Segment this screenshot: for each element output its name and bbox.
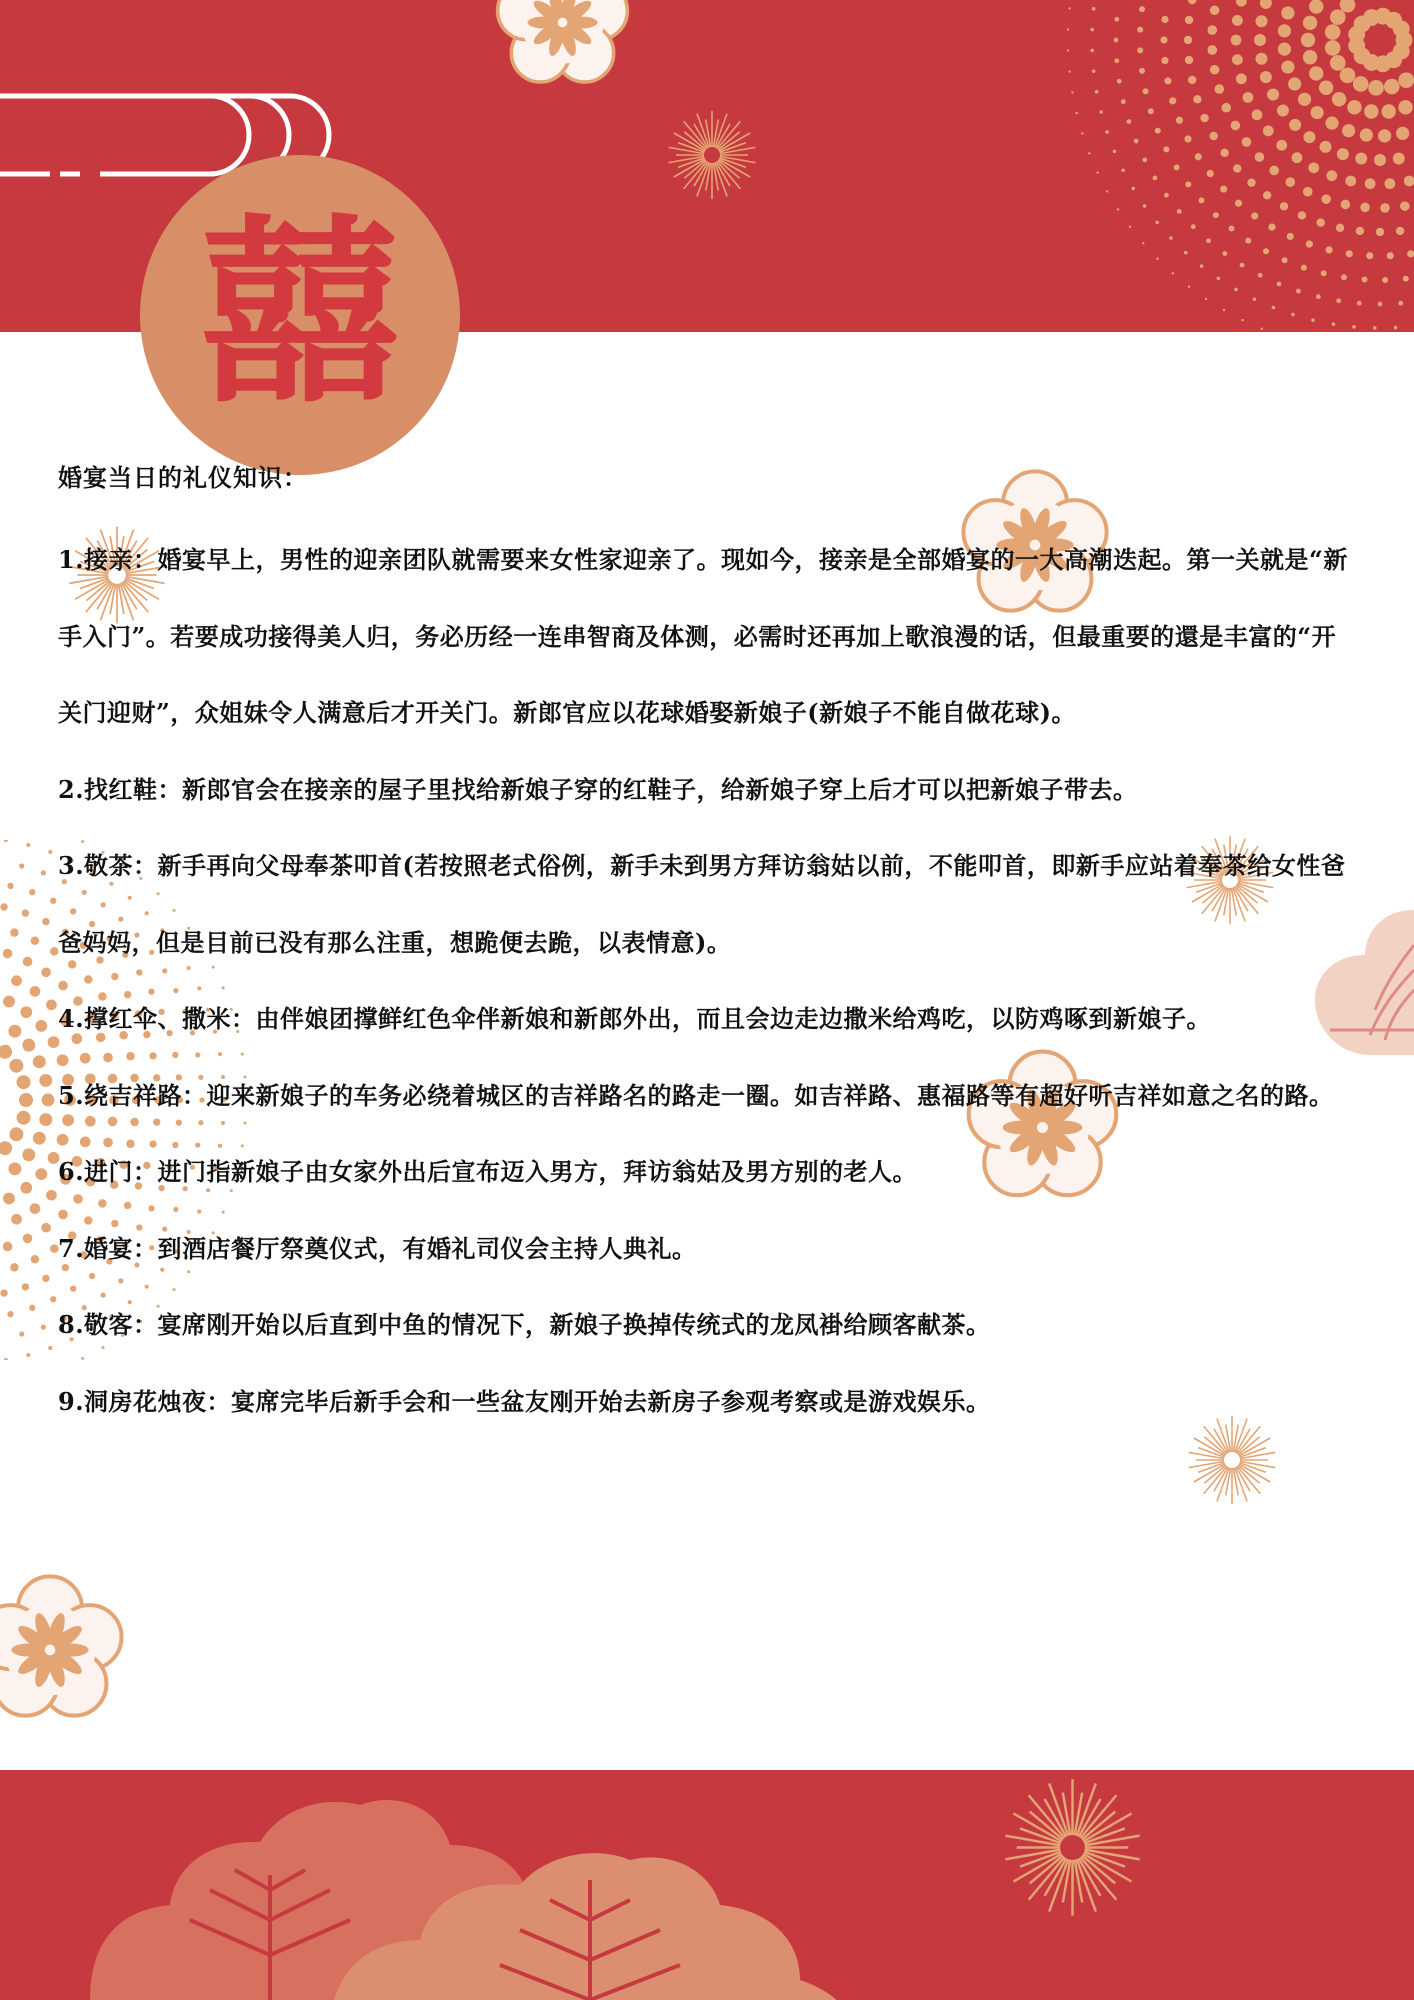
plum-blossom-icon [0, 1570, 130, 1730]
list-item: 5.绕吉祥路：迎来新娘子的车务必绕着城区的吉祥路名的路走一圈。如吉祥路、惠福路等有超好听吉祥如意之名的路。 [58, 1080, 1334, 1110]
list-item: 1.接亲：婚宴早上，男性的迎亲团队就需要来女性家迎亲了。现如今，接亲是全部婚宴的一大高潮迭起。第一关就是“新手入门”。若要成功接得美人归，务必历经一连串智商及体测，必需时还再加上歌浪漫的话，但最重要的還是丰富的“开关门迎财”，众姐妹令人满意后才开关门。新郎官应以花球婚娶新娘子(新娘子不能自做花球)。 [58, 545, 1348, 727]
list-item: 9.洞房花烛夜：宴席完毕后新手会和一些盆友刚开始去新房子参观考察或是游戏娱乐。 [58, 1386, 991, 1416]
halftone-dots-top-right [1000, 0, 1414, 332]
list-item: 7.婚宴：到酒店餐厅祭奠仪式，有婚礼司仪会主持人典礼。 [58, 1233, 697, 1263]
list-item: 6.进门：进门指新娘子由女家外出后宣布迈入男方，拜访翁姑及男方别的老人。 [58, 1157, 918, 1186]
page-title: 婚宴当日的礼仪知识： [58, 463, 308, 492]
pine-cloud-icon [330, 1840, 850, 2000]
bottom-red-band [0, 1770, 1414, 2000]
plum-blossom-icon [490, 0, 635, 95]
list-item: 4.撑红伞、撒米：由伴娘团撑鲜红色伞伴新娘和新郎外出，而且会边走边撒米给鸡吃，以防鸡啄到新娘子。 [58, 1004, 1212, 1033]
firework-burst-icon [662, 105, 762, 205]
list-item: 8.敬客：宴席刚开始以后直到中鱼的情况下，新娘子换掉传统式的龙凤褂给顾客献茶。 [58, 1310, 991, 1339]
list-item: 3.敬茶：新手再向父母奉茶叩首(若按照老式俗例，新手未到男方拜访翁姑以前，不能叩首，即新手应站着奉茶给女性爸爸妈妈，但是目前已没有那么注重，想跪便去跪，以表情意)。 [58, 851, 1346, 957]
firework-burst-icon [995, 1770, 1150, 1925]
double-happiness-glyph: 囍 [199, 198, 400, 431]
etiquette-list [58, 522, 1358, 1440]
double-happiness-logo [140, 155, 460, 475]
list-item: 2.找红鞋：新郎官会在接亲的屋子里找给新娘子穿的红鞋子，给新娘子穿上后才可以把新娘子带去。 [58, 774, 1138, 804]
